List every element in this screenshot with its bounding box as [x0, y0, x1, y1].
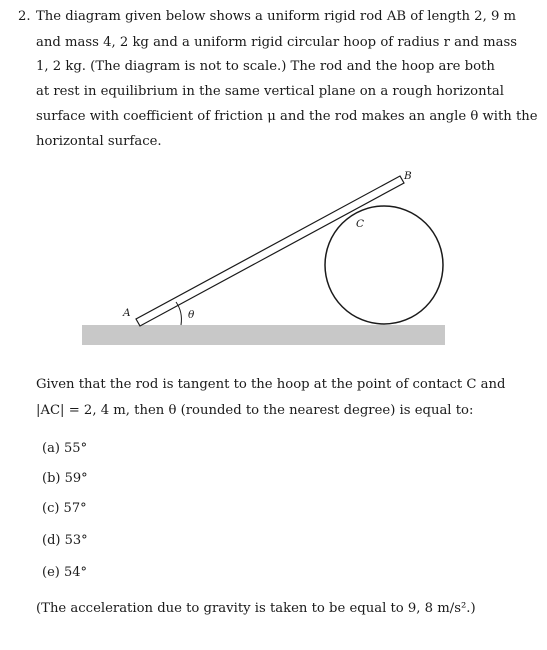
label-b: B	[404, 170, 412, 182]
option-c: (c) 57°	[42, 501, 87, 516]
gravity-footnote: (The acceleration due to gravity is taken to be equal to 9, 8 m/s².)	[36, 601, 476, 616]
intro-line-5: surface with coefficient of friction μ and the rod makes an angle θ with the	[36, 109, 538, 124]
option-b: (b) 59°	[42, 471, 88, 486]
intro-line-3: 1, 2 kg. (The diagram is not to scale.) The rod and the hoop are both	[36, 59, 495, 74]
hoop	[325, 206, 443, 324]
label-theta: θ	[188, 309, 195, 321]
option-a: (a) 55°	[42, 441, 88, 456]
intro-line-6: horizontal surface.	[36, 134, 162, 149]
intro-line-1: The diagram given below shows a uniform rigid rod AB of length 2, 9 m	[36, 9, 517, 24]
option-e: (e) 54°	[42, 565, 88, 580]
given-line-2: |AC| = 2, 4 m, then θ (rounded to the nearest degree) is equal to:	[36, 403, 474, 418]
label-c: C	[356, 218, 365, 230]
intro-line-4: at rest in equilibrium in the same vertical plane on a rough horizontal	[36, 84, 504, 99]
option-d: (d) 53°	[42, 533, 88, 548]
intro-line-2: and mass 4, 2 kg and a uniform rigid circular hoop of radius r and mass	[36, 35, 517, 50]
question-number: 2.	[18, 9, 31, 24]
label-a: A	[123, 307, 131, 319]
ground-surface	[82, 325, 445, 345]
rod-ab	[136, 176, 404, 326]
given-line-1: Given that the rod is tangent to the hoop at the point of contact C and	[36, 377, 506, 392]
